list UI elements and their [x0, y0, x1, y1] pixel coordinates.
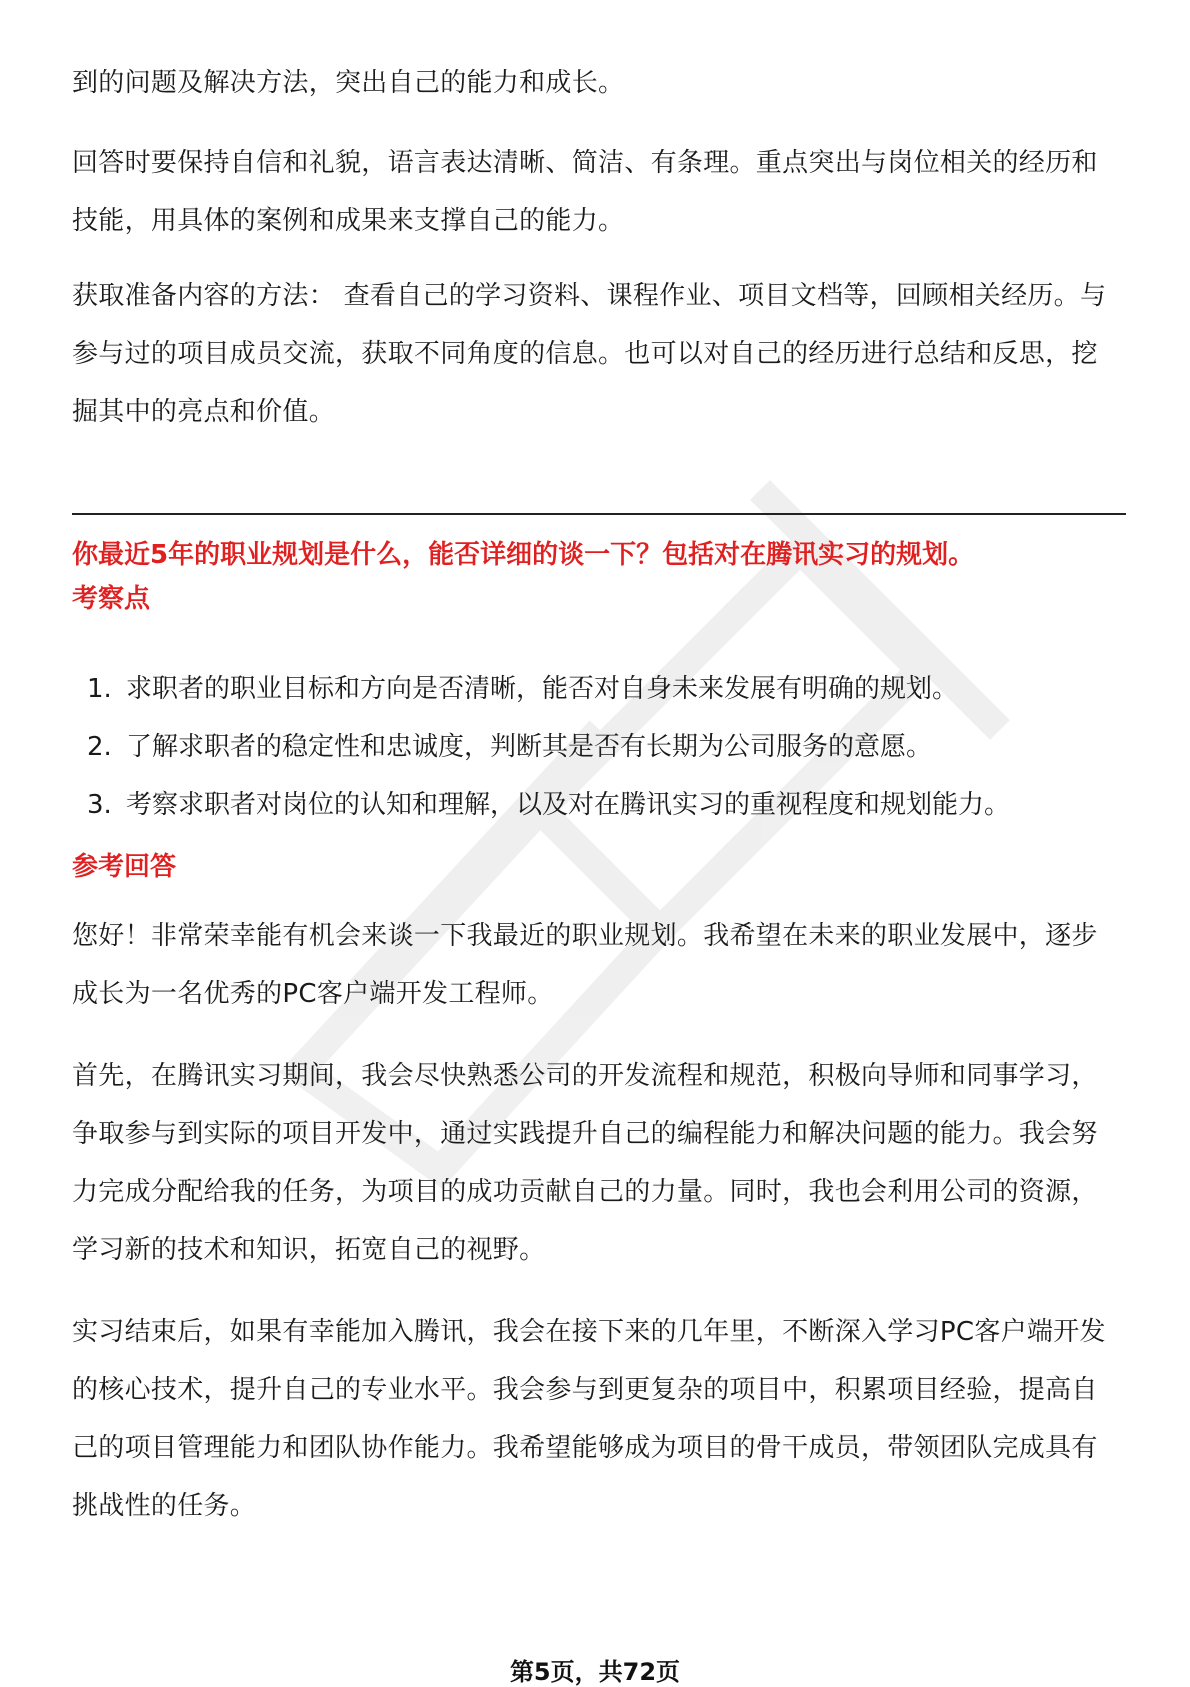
list-text: 了解求职者的稳定性和忠诚度，判断其是否有长期为公司服务的意愿。	[126, 732, 933, 762]
list-number: 1.	[87, 674, 112, 704]
page-footer: 第5页，共72页	[509, 1658, 681, 1686]
answer-label: 参考回答	[72, 852, 177, 882]
answer-paragraph-3: 实习结束后，如果有幸能加入腾讯，我会在接下来的几年里，不断深入学习PC客户端开发的核心技术，提升自己的专业水平。我会参与到更复杂的项目中，积累项目经验，提高自己的项目管理能力和团队协作能力。我希望能够成为项目的骨干成员，带领团队完成具有挑战性的任务。	[72, 1317, 1106, 1521]
question-heading: 你最近5年的职业规划是什么，能否详细的谈一下？包括对在腾讯实习的规划。	[72, 540, 975, 570]
list-number: 3.	[87, 790, 112, 820]
examine-label: 考察点	[72, 584, 151, 614]
list-number: 2.	[87, 732, 112, 762]
answer-paragraph-1: 您好！非常荣幸能有机会来谈一下我最近的职业规划。我希望在未来的职业发展中，逐步成长为一名优秀的PC客户端开发工程师。	[72, 921, 1098, 1009]
list-item	[72, 660, 1132, 718]
paragraph-intro-3: 获取准备内容的方法： 查看自己的学习资料、课程作业、项目文档等，回顾相关经历。与参与过的项目成员交流，获取不同角度的信息。也可以对自己的经历进行总结和反思，挖掘其中的亮点和价值。	[72, 281, 1107, 427]
paragraph-intro-2: 回答时要保持自信和礼貌，语言表达清晰、简洁、有条理。重点突出与岗位相关的经历和技能，用具体的案例和成果来支撑自己的能力。	[72, 148, 1098, 236]
list-item	[72, 718, 1132, 776]
paragraph-intro-1: 到的问题及解决方法，突出自己的能力和成长。	[72, 68, 625, 98]
answer-paragraph-2: 首先，在腾讯实习期间，我会尽快熟悉公司的开发流程和规范，积极向导师和同事学习，争取参与到实际的项目开发中，通过实践提升自己的编程能力和解决问题的能力。我会努力完成分配给我的任务，为项目的成功贡献自己的力量。同时，我也会利用公司的资源，学习新的技术和知识，拓宽自己的视野。	[72, 1061, 1098, 1265]
list-text: 求职者的职业目标和方向是否清晰，能否对自身未来发展有明确的规划。	[126, 674, 959, 704]
list-item	[72, 776, 1132, 834]
section-divider	[72, 513, 1126, 515]
list-text: 考察求职者对岗位的认知和理解，以及对在腾讯实习的重视程度和规划能力。	[126, 790, 1011, 820]
examine-points-list	[72, 660, 1132, 834]
